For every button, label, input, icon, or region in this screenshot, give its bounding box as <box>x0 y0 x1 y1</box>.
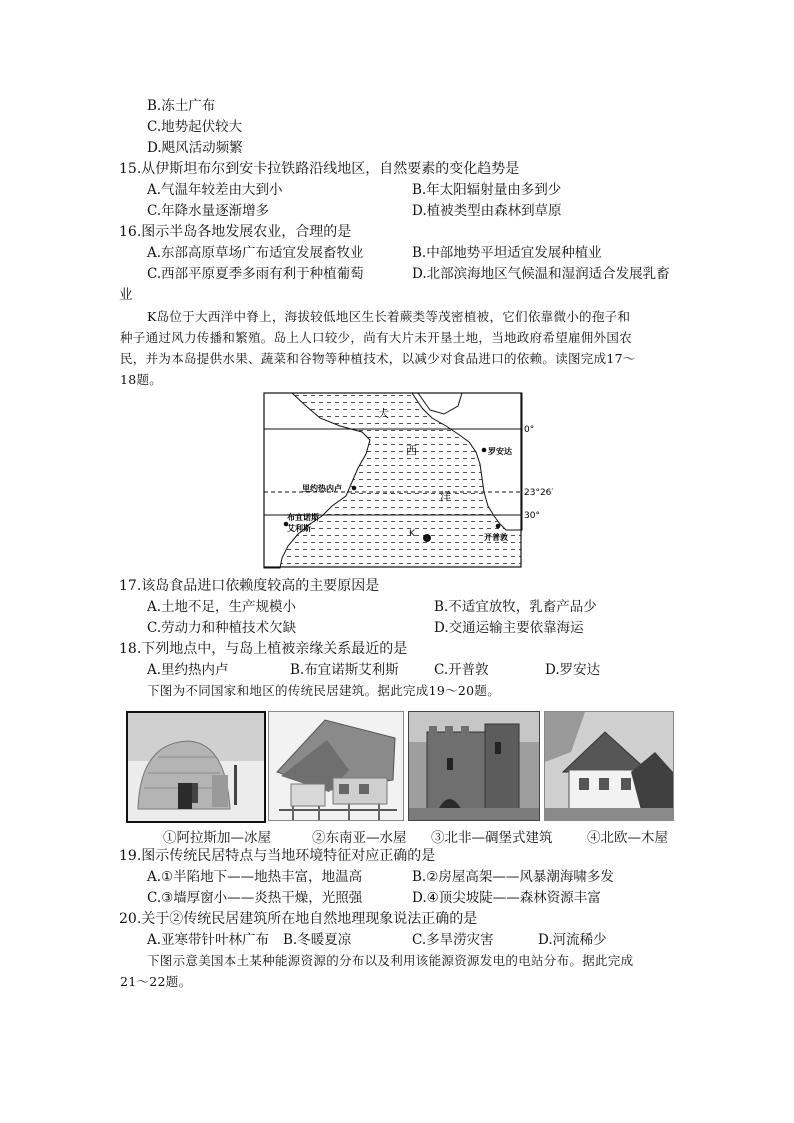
q18-stem: 18.下列地点中，与岛上植被亲缘关系最近的是 <box>119 641 408 657</box>
q15-option-d: D.植被类型由森林到草原 <box>412 203 562 219</box>
q16-option-a: A.东部高原草场广布适宜发展畜牧业 <box>147 245 364 261</box>
q15-option-a: A.气温年较差由大到小 <box>147 182 283 198</box>
atlantic-map <box>262 392 562 570</box>
photo-wooden-house <box>544 711 674 821</box>
lat-label-tropic: 23°26′ <box>524 488 554 498</box>
q20-option-c: C.多旱涝灾害 <box>412 932 494 948</box>
q15-option-b: B.年太阳辐射量由多到少 <box>412 182 562 198</box>
q18-option-c: C.开普敦 <box>434 662 489 678</box>
option-b-prev: B.冻土广布 <box>147 98 216 114</box>
luanda-dot <box>482 448 487 453</box>
q20-option-a: A.亚寒带针叶林广布 <box>147 932 270 948</box>
k-island-dot <box>423 534 431 542</box>
q18-option-d: D.罗安达 <box>545 662 601 678</box>
q16-option-c: C.西部平原夏季多雨有利于种植葡萄 <box>147 266 364 282</box>
passage-line-4: 18题。 <box>120 372 163 387</box>
ocean-label-da: 大 <box>378 407 389 420</box>
passage-line-2: 种子通过风力传播和繁殖。岛上人口较少，尚有大片未开垦土地，当地政府希望雇佣外国农 <box>120 330 633 345</box>
q17-option-a: A.土地不足，生产规模小 <box>147 599 297 615</box>
q16-option-d-cont: 业 <box>119 287 133 303</box>
q16-stem: 16.图示半岛各地发展农业，合理的是 <box>119 224 352 240</box>
q18-option-a: A.里约热内卢 <box>147 662 229 678</box>
q17-option-c: C.劳动力和种植技术欠缺 <box>147 620 297 636</box>
city-label-luanda: 罗安达 <box>488 447 512 456</box>
rio-dot <box>352 486 357 491</box>
q16-option-d: D.北部滨海地区气候温和湿润适合发展乳畜 <box>412 266 670 282</box>
q16-option-b: B.中部地势平坦适宜发展种植业 <box>412 245 602 261</box>
q18-option-b: B.布宜诺斯艾利斯 <box>290 662 399 678</box>
photo-water-house <box>268 711 404 821</box>
q20-option-b: B.冬暖夏凉 <box>283 932 352 948</box>
city-label-buenos-aires-2: 艾利斯 <box>287 524 311 533</box>
q19-option-d: D.④顶尖坡陡——森林资源丰富 <box>412 890 601 906</box>
q20-option-d: D.河流稀少 <box>538 932 607 948</box>
photo-igloo <box>126 711 266 823</box>
option-d-prev: D.飓风活动频繁 <box>147 140 243 156</box>
q20-stem: 20.关于②传统民居建筑所在地自然地理现象说法正确的是 <box>119 911 478 927</box>
city-label-buenos-aires-1: 布宜诺斯 <box>287 513 319 522</box>
q17-option-d: D.交通运输主要依靠海运 <box>434 620 584 636</box>
q19-stem: 19.图示传统民居特点与当地环境特征对应正确的是 <box>119 848 436 864</box>
photo-fortress <box>408 711 540 821</box>
intro-21-22-line-1: 下图示意美国本土某种能源资源的分布以及利用该能源资源发电的电站分布。据此完成 <box>147 953 634 968</box>
passage-line-1: K岛位于大西洋中脊上，海拔较低地区生长着蕨类等茂密植被，它们依靠微小的孢子和 <box>147 309 631 324</box>
cape-town-dot <box>496 524 501 529</box>
ocean-label-xi: 西 <box>406 444 417 457</box>
island-label-k: K <box>409 529 415 539</box>
option-c-prev: C.地势起伏较大 <box>147 119 243 135</box>
caption-1: ①阿拉斯加—冰屋 <box>163 830 271 846</box>
q19-option-b: B.②房屋高架——风暴潮海啸多发 <box>412 869 614 885</box>
q19-option-c: C.③墙厚窗小——炎热干燥，光照强 <box>147 890 363 906</box>
intro-19-20: 下图为不同国家和地区的传统民居建筑。据此完成19～20题。 <box>147 683 501 698</box>
passage-line-3: 民，并为本岛提供水果、蔬菜和谷物等种植技术，以减少对食品进口的依赖。读图完成17～ <box>120 351 636 366</box>
q17-stem: 17.该岛食品进口依赖度较高的主要原因是 <box>119 578 380 594</box>
q15-stem: 15.从伊斯坦布尔到安卡拉铁路沿线地区，自然要素的变化趋势是 <box>119 161 520 177</box>
caption-4: ④北欧—木屋 <box>587 830 668 846</box>
ocean-label-yang: 洋 <box>440 490 451 503</box>
lat-label-30: 30° <box>524 511 540 521</box>
city-label-cape-town: 开普敦 <box>484 533 508 542</box>
city-label-rio: 里约热内卢 <box>302 484 342 493</box>
caption-2: ②东南亚—水屋 <box>312 830 407 846</box>
q19-option-a: A.①半陷地下——地热丰富，地温高 <box>147 869 363 885</box>
q15-option-c: C.年降水量逐渐增多 <box>147 203 270 219</box>
q17-option-b: B.不适宜放牧，乳畜产品少 <box>434 599 597 615</box>
intro-21-22-line-2: 21～22题。 <box>120 974 192 989</box>
lat-label-0: 0° <box>524 425 535 435</box>
caption-3: ③北非—碉堡式建筑 <box>431 830 553 846</box>
